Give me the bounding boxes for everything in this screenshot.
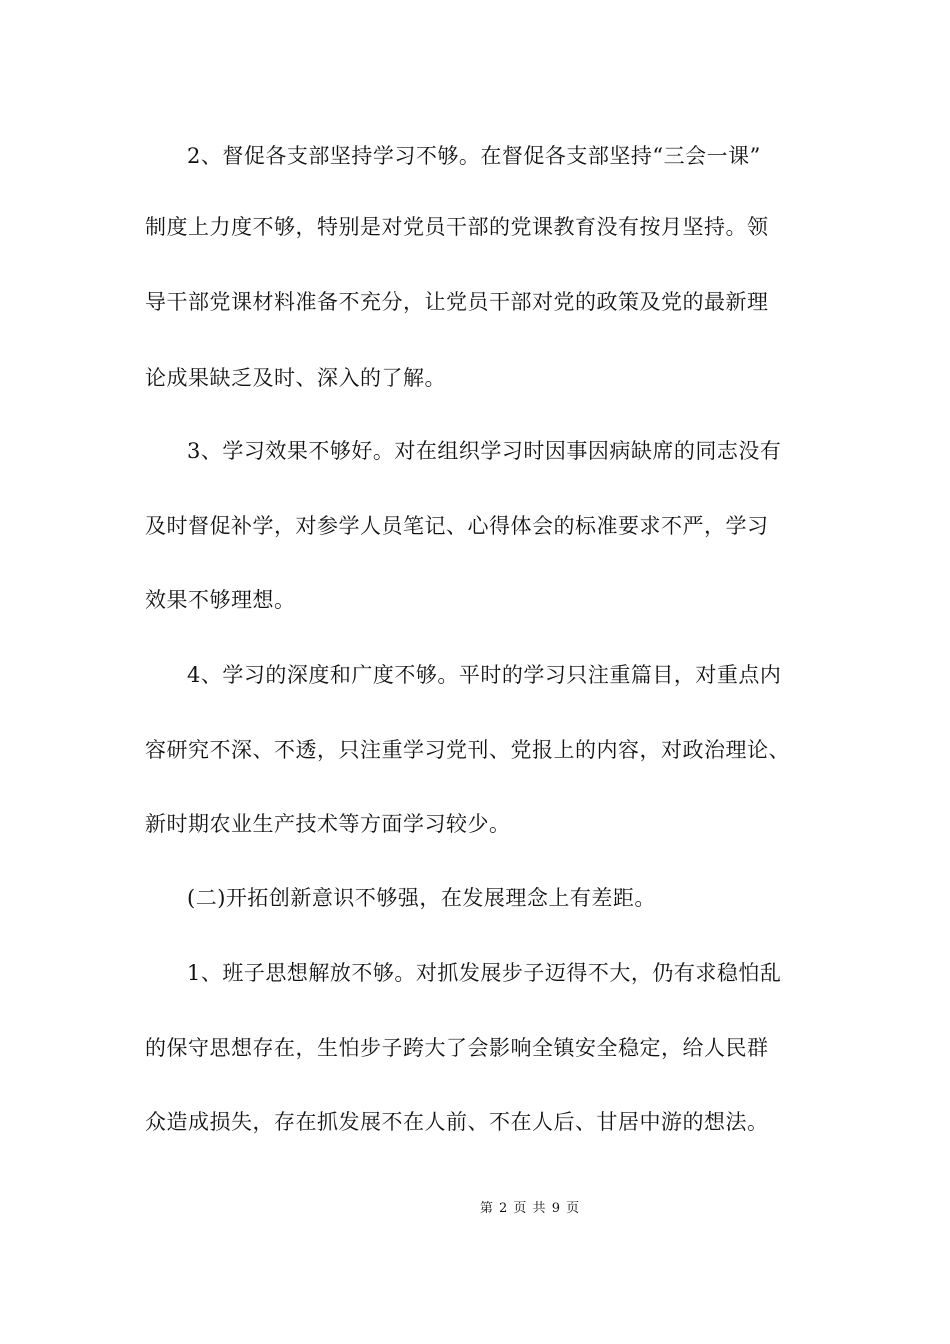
paragraph-line: 及时督促补学，对参学人员笔记、心得体会的标准要求不严，学习 (145, 514, 769, 538)
page-footer (0, 1200, 950, 1218)
paragraph-line: 2、督促各支部坚持学习不够。在督促各支部坚持“三会一课” (187, 144, 761, 168)
paragraph-line: 1、班子思想解放不够。对抓发展步子迈得不大，仍有求稳怕乱 (187, 961, 782, 985)
paragraph-line: 的保守思想存在，生怕步子跨大了会影响全镇安全稳定，给人民群 (145, 1036, 769, 1060)
paragraph-line: 4、学习的深度和广度不够。平时的学习只注重篇目，对重点内 (187, 663, 782, 687)
paragraph-line: 3、学习效果不够好。对在组织学习时因事因病缺席的同志没有 (187, 439, 782, 463)
paragraph-line: 导干部党课材料准备不充分，让党员干部对党的政策及党的最新理 (145, 290, 769, 314)
section-heading: (二)开拓创新意识不够强，在发展理念上有差距。 (187, 886, 656, 910)
paragraph-line: 制度上力度不够，特别是对党员干部的党课教育没有按月坚持。领 (145, 215, 769, 239)
paragraph-line: 容研究不深、不透，只注重学习党刊、党报上的内容，对政治理论、 (145, 738, 790, 762)
paragraph-line: 众造成损失，存在抓发展不在人前、不在人后、甘居中游的想法。 (145, 1110, 769, 1134)
paragraph-line: 效果不够理想。 (145, 588, 296, 612)
paragraph-line: 论成果缺乏及时、深入的了解。 (145, 366, 446, 390)
paragraph-line: 新时期农业生产技术等方面学习较少。 (145, 812, 511, 836)
page-number: 第 2 页 共 9 页 (479, 1201, 581, 1216)
